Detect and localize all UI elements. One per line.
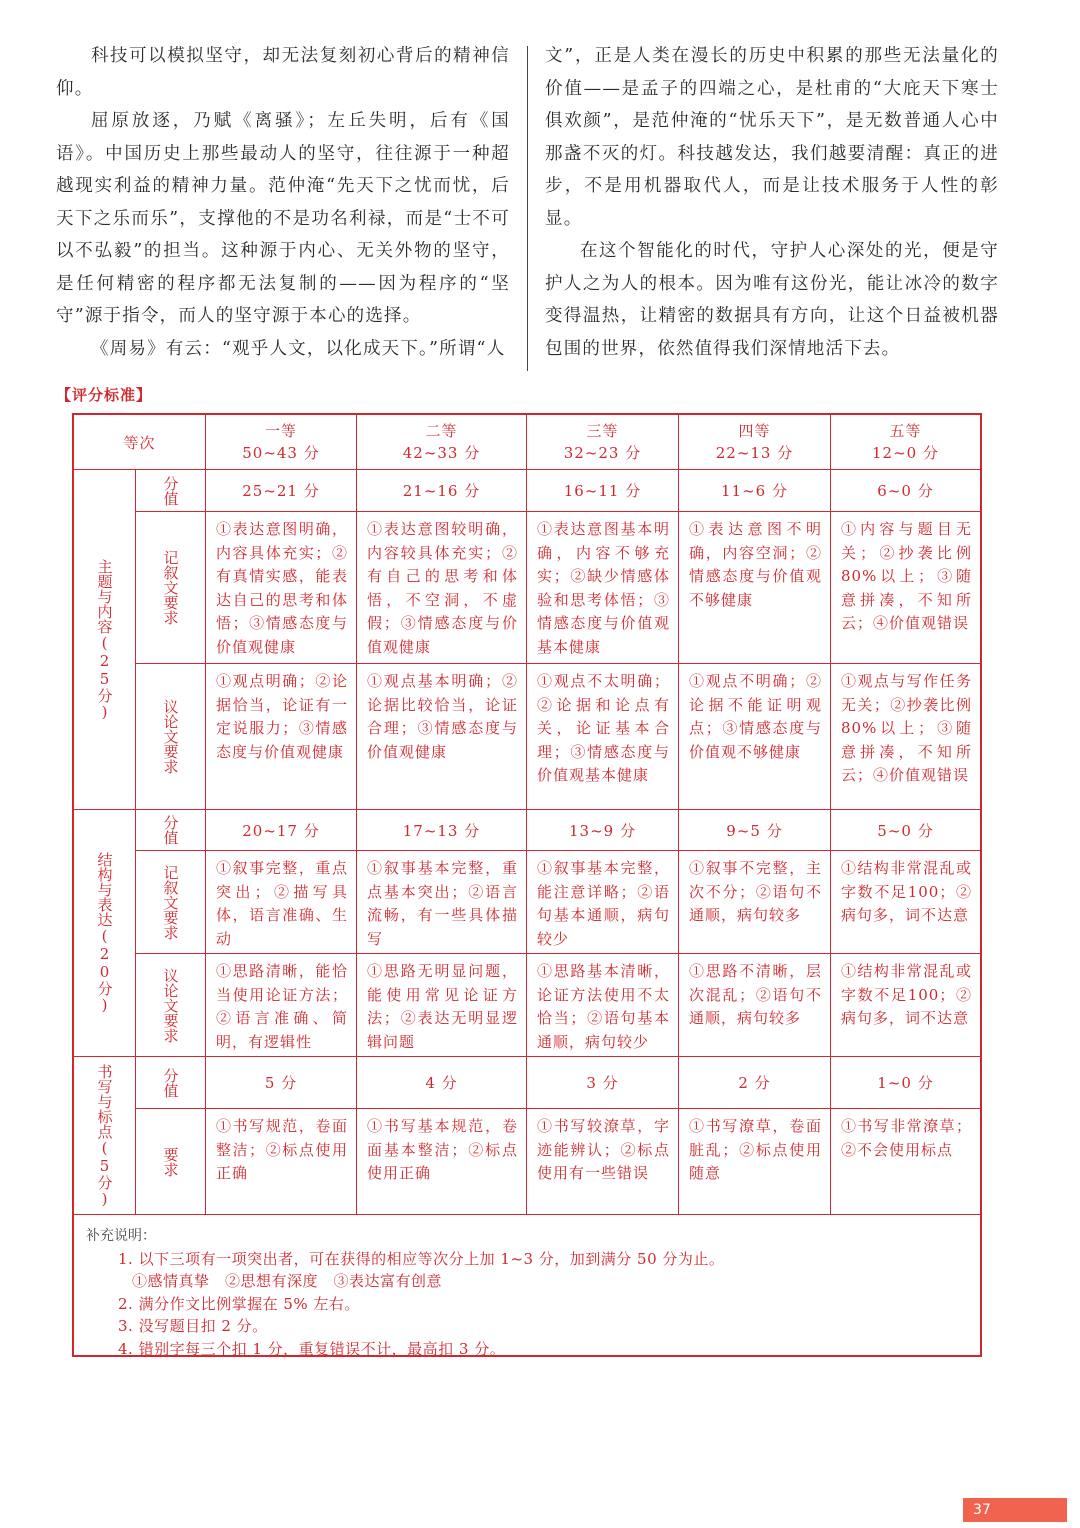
score-cell: 16~11 分 (527, 470, 679, 512)
score-cell: 25~21 分 (206, 470, 357, 512)
criteria-cell: ①思路清晰，能恰当使用论证方法；②语言准确、简明，有逻辑性 (206, 954, 357, 1057)
grade-range: 50~43 分 (242, 444, 320, 462)
criteria-cell: ①观点明确；②论据恰当，论证有一定说服力；③情感态度与价值观健康 (206, 664, 357, 810)
score-cell: 13~9 分 (527, 810, 679, 851)
criteria-cell: ①结构非常混乱或字数不足100；②病句多，词不达意 (831, 954, 980, 1057)
grade-header (206, 415, 357, 470)
criteria-cell: ①书写基本规范，卷面基本整洁；②标点使用正确 (357, 1109, 527, 1215)
grade-name: 五等 (889, 422, 922, 440)
page-number: 37 (963, 1498, 1067, 1522)
criteria-cell: ①思路基本清晰，论证方法使用不太恰当；②语句基本通顺，病句较少 (527, 954, 679, 1057)
note-item: 2. 满分作文比例掌握在 5% 左右。 (118, 1294, 360, 1313)
criteria-cell: ①思路不清晰，层次混乱；②语句不通顺，病句较多 (679, 954, 831, 1057)
score-label: 分值 (136, 810, 206, 851)
score-cell: 2 分 (679, 1057, 831, 1109)
criteria-cell: ①表达意图较明确，内容较具体充实；②有自己的思考和体悟，不空洞，不虚假；③情感态度与价值观健康 (357, 512, 527, 664)
grade-header (357, 415, 527, 470)
grade-range: 42~33 分 (402, 444, 481, 462)
column-divider (527, 46, 528, 371)
essay-paragraph: 在这个智能化的时代，守护人心深处的光，便是守护人之为人的根本。因为唯有这份光，能让冰冷的数字变得温热，让精密的数据具有方向，让这个日益被机器包围的世界，依然值得我们深情地活下去。 (545, 241, 999, 359)
grade-name: 三等 (586, 422, 619, 440)
grade-range: 32~23 分 (563, 444, 642, 462)
score-cell: 5~0 分 (831, 810, 980, 851)
note-item: 1. 以下三项有一项突出者，可在获得的相应等次分上加 1~3 分，加到满分 50 分为止。 (118, 1249, 725, 1268)
score-cell: 20~17 分 (206, 810, 357, 851)
criteria-cell: ①表达意图明确，内容具体充实；②有真情实感，能表达自己的思考和体悟；③情感态度与价值观健康 (206, 512, 357, 664)
section-label: 结构与表达(20分) (74, 810, 136, 1057)
grade-name: 一等 (264, 422, 297, 440)
score-label: 分值 (136, 1057, 206, 1109)
criteria-cell: ①表达意图基本明确，内容不够充实；②缺少情感体验和思考体悟；③情感态度与价值观基本健康 (527, 512, 679, 664)
grade-header (831, 415, 980, 470)
scoring-standards-label: 【评分标准】 (56, 386, 153, 404)
criteria-cell: ①观点不太明确；②论据和论点有关，论证基本合理；③情感态度与价值观基本健康 (527, 664, 679, 810)
criteria-cell: ①内容与题目无关；②抄袭比例80%以上；③随意拼凑，不知所云；④价值观错误 (831, 512, 980, 664)
criteria-cell: ①叙事基本完整，重点基本突出；②语言流畅，有一些具体描写 (357, 851, 527, 954)
score-label: 分值 (136, 470, 206, 512)
criteria-cell: ①书写较潦草，字迹能辨认；②标点使用有一些错误 (527, 1109, 679, 1215)
criteria-cell: ①观点基本明确；②论据比较恰当，论证合理；③情感态度与价值观健康 (357, 664, 527, 810)
essay-paragraph: 屈原放逐，乃赋《离骚》；左丘失明，后有《国语》。中国历史上那些最动人的坚守，往往源于一种超越现实利益的精神力量。范仲淹“先天下之忧而忧，后天下之乐而乐”，支撑他的不是功名利禄，而是“士不可以不弘毅”的担当。这种源于内心、无关外物的坚守，是任何精密的程序都无法复制的——因为程序的“坚守”源于指令，而人的坚守源于本心的选择。 (56, 111, 510, 326)
essay-paragraph: 科技可以模拟坚守，却无法复刻初心背后的精神信仰。 (56, 46, 510, 99)
supplementary-notes (74, 1215, 980, 1365)
requirement-label: 记叙文要求 (136, 851, 206, 954)
criteria-cell: ①书写非常潦草；②不会使用标点 (831, 1109, 980, 1215)
score-cell: 6~0 分 (831, 470, 980, 512)
score-cell: 5 分 (206, 1057, 357, 1109)
essay-paragraph: 《周易》有云：“观乎人文，以化成天下。”所谓“人 (91, 338, 506, 359)
score-cell: 21~16 分 (357, 470, 527, 512)
criteria-cell: ①观点与写作任务无关；②抄袭比例80%以上；③随意拼凑，不知所云；④价值观错误 (831, 664, 980, 810)
grade-name: 二等 (425, 422, 458, 440)
table-corner: 等次 (74, 415, 206, 470)
score-cell: 3 分 (527, 1057, 679, 1109)
score-cell: 11~6 分 (679, 470, 831, 512)
criteria-cell: ①叙事不完整，主次不分；②语句不通顺，病句较多 (679, 851, 831, 954)
essay-paragraph: 文”，正是人类在漫长的历史中积累的那些无法量化的价值——是孟子的四端之心，是杜甫的“大庇天下寒士俱欢颜”，是范仲淹的“忧乐天下”，是无数普通人心中那盏不灭的灯。科技越发达，我们越要清醒：真正的进步，不是用机器取代人，而是让技术服务于人性的彰显。 (545, 46, 999, 229)
score-cell: 9~5 分 (679, 810, 831, 851)
essay-left-column (56, 40, 510, 370)
requirement-label: 议论文要求 (136, 664, 206, 810)
note-item: ①感情真挚 ②思想有深度 ③表达富有创意 (132, 1272, 443, 1291)
grade-range: 12~0 分 (872, 444, 939, 462)
criteria-cell: ①叙事完整，重点突出；②描写具体，语言准确、生动 (206, 851, 357, 954)
section-label: 主题与内容(25分) (74, 470, 136, 810)
criteria-cell: ①叙事基本完整，能注意详略；②语句基本通顺，病句较少 (527, 851, 679, 954)
criteria-cell: ①思路无明显问题，能使用常见论证方法；②表达无明显逻辑问题 (357, 954, 527, 1057)
essay-section (56, 40, 1000, 370)
score-cell: 4 分 (357, 1057, 527, 1109)
notes-title: 补充说明： (86, 1228, 156, 1244)
grade-range: 22~13 分 (715, 444, 794, 462)
score-cell: 17~13 分 (357, 810, 527, 851)
essay-right-column (545, 40, 999, 370)
criteria-cell: ①结构非常混乱或字数不足100；②病句多，词不达意 (831, 851, 980, 954)
note-item: 4. 错别字每三个扣 1 分，重复错误不计，最高扣 3 分。 (118, 1339, 506, 1358)
note-item: 3. 没写题目扣 2 分。 (118, 1317, 268, 1336)
grade-header (527, 415, 679, 470)
rubric-table (72, 413, 982, 1357)
grade-name: 四等 (738, 422, 771, 440)
grade-header (679, 415, 831, 470)
requirement-label: 要求 (136, 1109, 206, 1215)
criteria-cell: ①观点不明确；②论据不能证明观点；③情感态度与价值观不够健康 (679, 664, 831, 810)
requirement-label: 议论文要求 (136, 954, 206, 1057)
criteria-cell: ①书写规范，卷面整洁；②标点使用正确 (206, 1109, 357, 1215)
requirement-label: 记叙文要求 (136, 512, 206, 664)
section-label: 书写与标点(5分) (74, 1057, 136, 1215)
criteria-cell: ①表达意图不明确，内容空洞；②情感态度与价值观不够健康 (679, 512, 831, 664)
score-cell: 1~0 分 (831, 1057, 980, 1109)
criteria-cell: ①书写潦草，卷面脏乱；②标点使用随意 (679, 1109, 831, 1215)
